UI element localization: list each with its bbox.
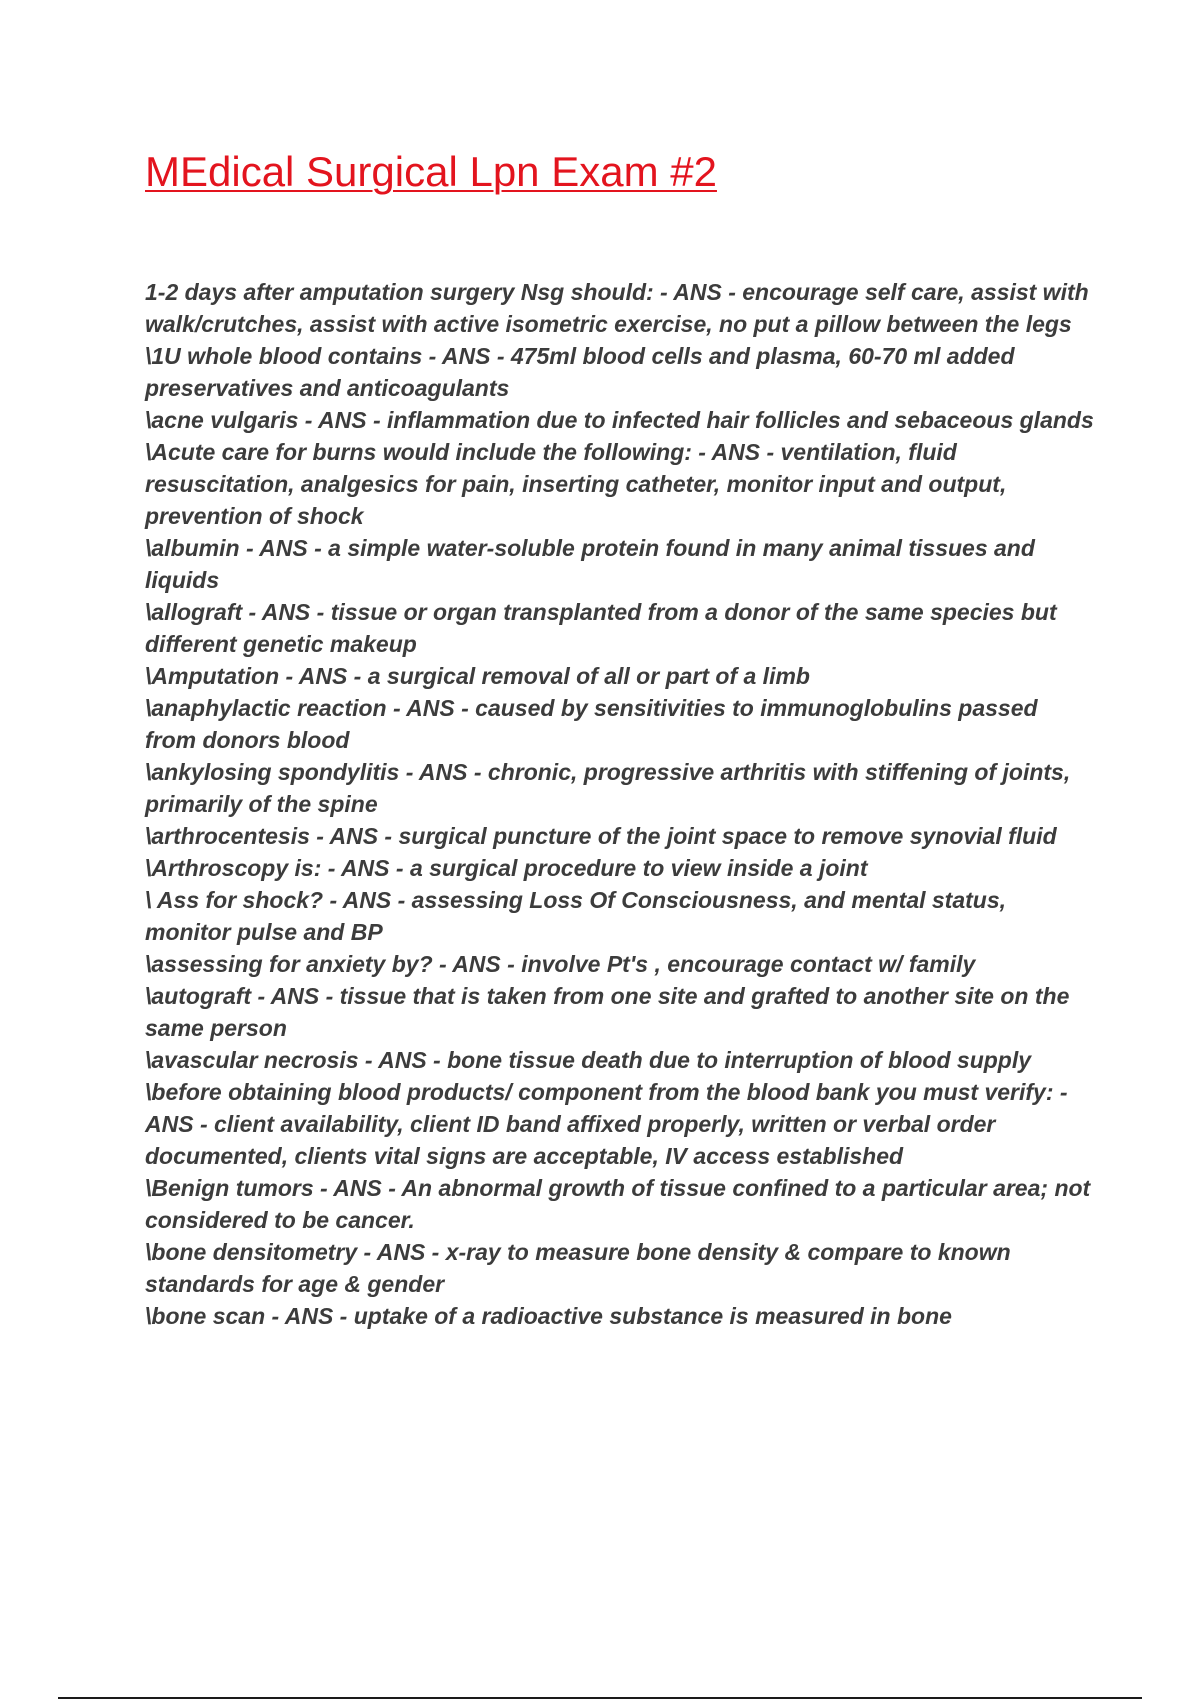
flashcard-entry: 1-2 days after amputation surgery Nsg should: - ANS - encourage self care, assist with walk/crutches, assist with active isometric exercise, no put a pillow between the legs — [145, 279, 1089, 337]
flashcard-entry: \arthrocentesis - ANS - surgical puncture of the joint space to remove synovial fluid — [145, 823, 1057, 849]
flashcard-entry: \Benign tumors - ANS - An abnormal growth of tissue confined to a particular area; not considered to be cancer. — [145, 1175, 1091, 1233]
document-title: MEdical Surgical Lpn Exam #2 — [145, 148, 717, 195]
flashcard-entry: \albumin - ANS - a simple water-soluble protein found in many animal tissues and liquids — [145, 535, 1035, 593]
flashcard-entry: \1U whole blood contains - ANS - 475ml blood cells and plasma, 60-70 ml added preservatives and anticoagulants — [145, 343, 1015, 401]
flashcard-entry: \acne vulgaris - ANS - inflammation due to infected hair follicles and sebaceous glands — [145, 407, 1094, 433]
flashcard-entry: \Arthroscopy is: - ANS - a surgical procedure to view inside a joint — [145, 855, 868, 881]
flashcard-entry: \anaphylactic reaction - ANS - caused by sensitivities to immunoglobulins passed from donors blood — [145, 695, 1038, 753]
flashcard-entry: \bone scan - ANS - uptake of a radioactive substance is measured in bone — [145, 1303, 952, 1329]
flashcard-entry: \allograft - ANS - tissue or organ transplanted from a donor of the same species but different genetic makeup — [145, 599, 1057, 657]
flashcard-entry: \avascular necrosis - ANS - bone tissue death due to interruption of blood supply — [145, 1047, 1032, 1073]
flashcard-entry: \autograft - ANS - tissue that is taken from one site and grafted to another site on the same person — [145, 983, 1070, 1041]
flashcard-entry: \assessing for anxiety by? - ANS - involve Pt's , encourage contact w/ family — [145, 951, 976, 977]
flashcard-entry: \ Ass for shock? - ANS - assessing Loss Of Consciousness, and mental status, monitor pulse and BP — [145, 887, 1007, 945]
flashcard-list — [145, 276, 1095, 1332]
page-divider — [58, 1697, 1142, 1699]
flashcard-entry: \before obtaining blood products/ component from the blood bank you must verify: - ANS - client availability, client ID band affixed properly, written or verbal order documented, clients vital signs are acceptable, IV access established — [145, 1079, 1068, 1169]
flashcard-entry: \Amputation - ANS - a surgical removal of all or part of a limb — [145, 663, 810, 689]
flashcard-entry: \bone densitometry - ANS - x-ray to measure bone density & compare to known standards for age & gender — [145, 1239, 1011, 1297]
flashcard-entry: \Acute care for burns would include the following: - ANS - ventilation, fluid resuscitation, analgesics for pain, inserting catheter, monitor input and output, prevention of shock — [145, 439, 1007, 529]
flashcard-entry: \ankylosing spondylitis - ANS - chronic, progressive arthritis with stiffening of joints, primarily of the spine — [145, 759, 1071, 817]
